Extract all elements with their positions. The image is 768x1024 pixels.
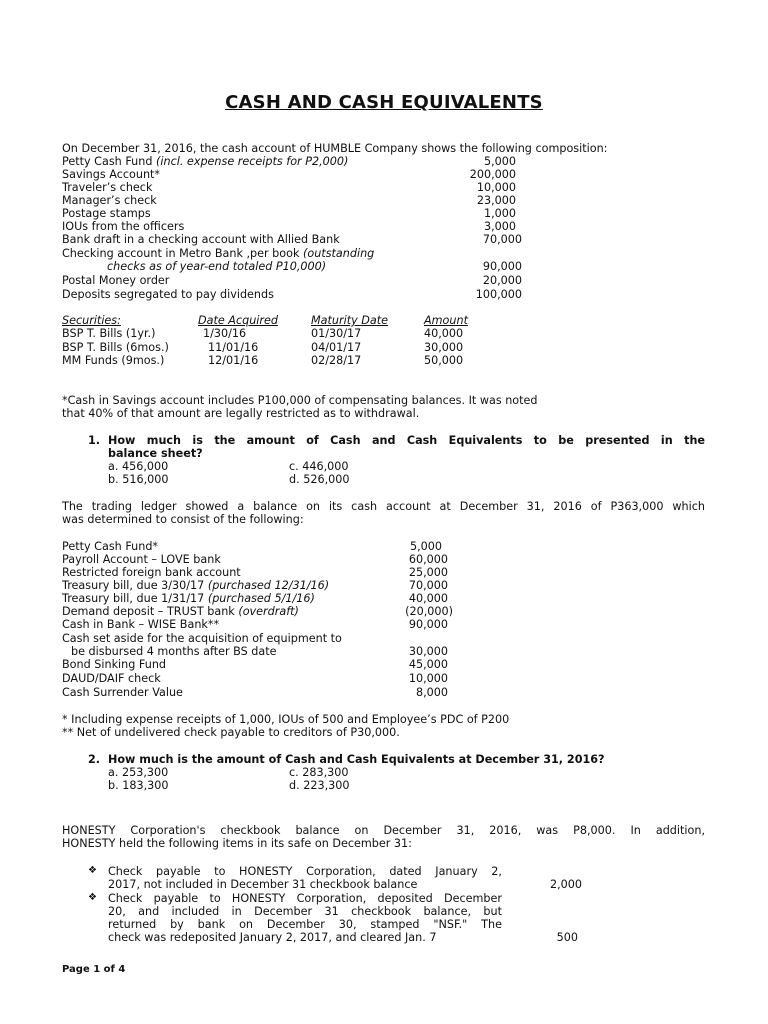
paragraph: The trading ledger showed a balance on its cash account at December 31, 2016 of P363,000 which [62,500,705,513]
bullet-text: check was redeposited January 2, 2017, and cleared Jan. 7 [108,931,437,944]
table-cell: MM Funds (9mos.) [62,354,165,367]
item-row: Deposits segregated to pay dividends [62,288,274,301]
bullet-text: 20, and included in December 31 checkbook balance, but [108,905,502,918]
choice-d: d. 526,000 [289,473,350,486]
choice-d: d. 223,300 [289,779,350,792]
footnote: *Cash in Savings account includes P100,000 of compensating balances. It was noted [62,394,538,407]
paragraph: HONESTY held the following items in its safe on December 31: [62,837,412,850]
table-cell: 04/01/17 [311,341,362,354]
table-cell: 30,000 [424,341,464,354]
diamond-bullet-icon: ❖ [88,865,97,876]
item-amount: 90,000 [482,260,522,273]
bullet-text: Check payable to HONESTY Corporation, dated January 2, [108,865,502,878]
item-amount: 23,000 [476,194,516,207]
item-row: IOUs from the officers [62,220,185,233]
item-amount: 3,000 [483,220,516,233]
choice-b: b. 516,000 [108,473,169,486]
intro-text: On December 31, 2016, the cash account of HUMBLE Company shows the following composition: [62,142,608,155]
document-title: CASH AND CASH EQUIVALENTS [225,92,543,113]
item-row: Checking account in Metro Bank ,per book (outstanding [62,247,375,260]
paragraph: HONESTY Corporation's checkbook balance on December 31, 2016, was P8,000. In addition, [62,824,705,837]
item-amount: 25,000 [408,566,448,579]
choice-c: c. 446,000 [289,460,349,473]
table-cell: 01/30/17 [311,327,362,340]
bullet-amount: 500 [556,931,578,944]
table-cell: 12/01/16 [208,354,259,367]
bullet-text: 2017, not included in December 31 checkbook balance [108,878,418,891]
item-row: Manager’s check [62,194,157,207]
bullet-amount: 2,000 [549,878,582,891]
paragraph: was determined to consist of the following: [62,513,304,526]
item-amount: 20,000 [482,274,522,287]
page-footer: Page 1 of 4 [62,964,126,975]
question-number: 2. [88,753,101,766]
question-number: 1. [88,434,101,447]
item-row: Postal Money order [62,274,170,287]
item-row: Bank draft in a checking account with Allied Bank [62,233,340,246]
bullet-text: returned by bank on December 30, stamped "NSF." The [108,918,502,931]
item-amount: 10,000 [408,672,448,685]
item-amount: 45,000 [408,658,448,671]
footnote: that 40% of that amount are legally restricted as to withdrawal. [62,407,420,420]
item-row: Bond Sinking Fund [62,658,167,671]
item-row: be disbursed 4 months after BS date [71,645,277,658]
item-amount: 5,000 [409,540,442,553]
item-amount: 30,000 [408,645,448,658]
item-row: Treasury bill, due 1/31/17 (purchased 5/1/16) [62,592,315,605]
item-amount: 100,000 [475,288,522,301]
item-row: Postage stamps [62,207,151,220]
item-row: Payroll Account – LOVE bank [62,553,221,566]
diamond-bullet-icon: ❖ [88,892,97,903]
item-amount: (20,000) [405,605,453,618]
item-row: Petty Cash Fund (incl. expense receipts for P2,000) [62,155,349,168]
choice-a: a. 253,300 [108,766,169,779]
item-row: Cash in Bank – WISE Bank** [62,618,220,631]
table-cell: BSP T. Bills (6mos.) [62,341,169,354]
item-amount: 40,000 [408,592,448,605]
item-amount: 90,000 [408,618,448,631]
item-row: Cash Surrender Value [62,686,183,699]
footnote: * Including expense receipts of 1,000, IOUs of 500 and Employee’s PDC of P200 [62,713,510,726]
item-amount: 60,000 [408,553,448,566]
item-amount: 70,000 [482,233,522,246]
table-cell: 11/01/16 [208,341,259,354]
maturity-date-header: Maturity Date [311,314,388,327]
choice-c: c. 283,300 [289,766,349,779]
bullet-text: Check payable to HONESTY Corporation, deposited December [108,892,502,905]
item-amount: 200,000 [469,168,516,181]
securities-header: Securities: [62,314,121,327]
table-cell: BSP T. Bills (1yr.) [62,327,156,340]
item-row: Demand deposit – TRUST bank (overdraft) [62,605,299,618]
table-cell: 1/30/16 [203,327,247,340]
table-cell: 02/28/17 [311,354,362,367]
item-row: Cash set aside for the acquisition of equipment to [62,632,342,645]
item-row: Savings Account* [62,168,161,181]
item-note: checks as of year-end totaled P10,000) [107,260,327,273]
item-row: Restricted foreign bank account [62,566,241,579]
table-cell: 50,000 [424,354,464,367]
item-amount: 1,000 [483,207,516,220]
item-amount: 10,000 [476,181,516,194]
amount-header: Amount [424,314,468,327]
question-text: How much is the amount of Cash and Cash Equivalents to be presented in the [108,434,705,447]
date-acquired-header: Date Acquired [198,314,278,327]
choice-a: a. 456,000 [108,460,169,473]
item-row: DAUD/DAIF check [62,672,161,685]
question-text: balance sheet? [108,447,203,460]
footnote: ** Net of undelivered check payable to creditors of P30,000. [62,726,400,739]
table-cell: 40,000 [424,327,464,340]
item-row: Petty Cash Fund* [62,540,159,553]
item-amount: 70,000 [408,579,448,592]
item-row: Treasury bill, due 3/30/17 (purchased 12/31/16) [62,579,330,592]
question-text: How much is the amount of Cash and Cash Equivalents at December 31, 2016? [108,753,605,766]
item-amount: 8,000 [415,686,448,699]
item-amount: 5,000 [483,155,516,168]
choice-b: b. 183,300 [108,779,169,792]
item-row: Traveler’s check [62,181,153,194]
